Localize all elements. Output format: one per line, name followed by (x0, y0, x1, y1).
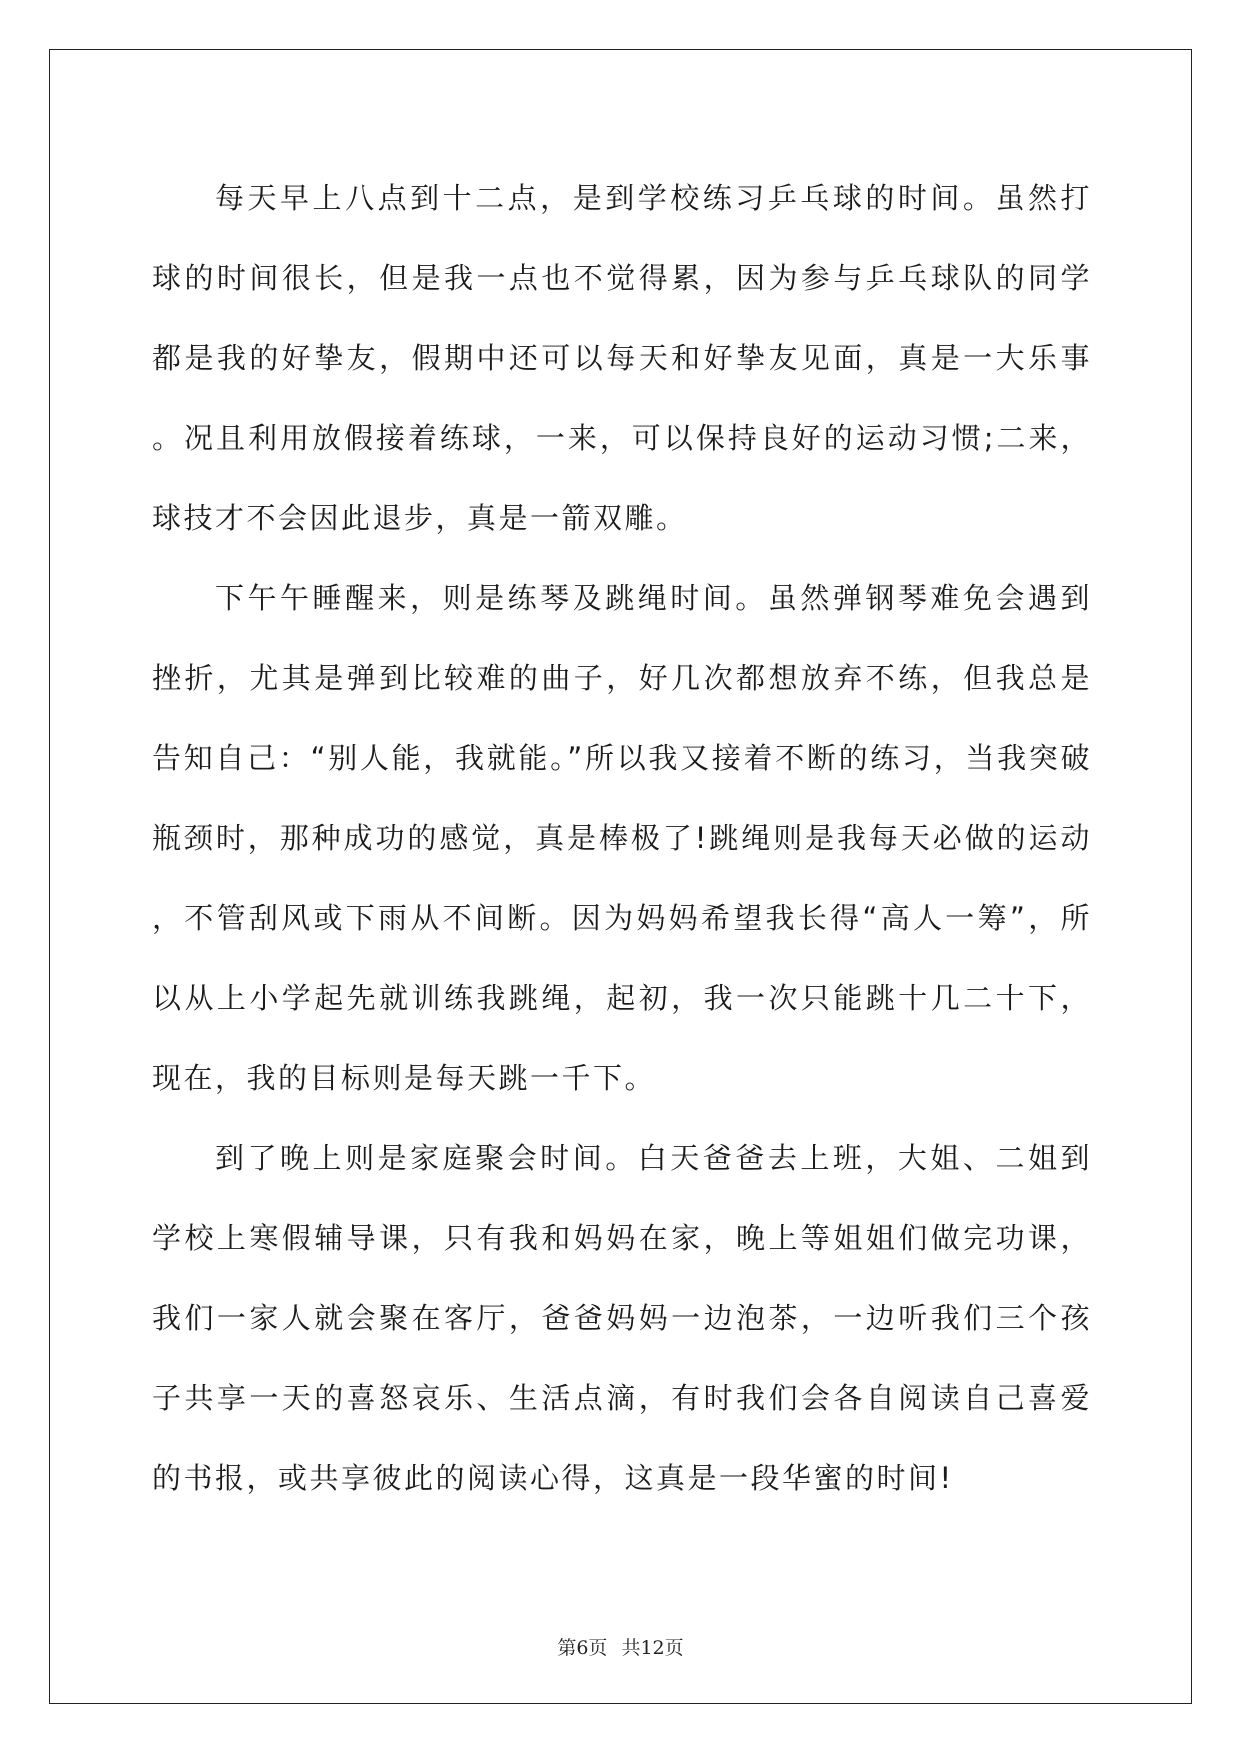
current-page-label: 第6页 (557, 1637, 608, 1659)
paragraph-3: 到了晚上则是家庭聚会时间。白天爸爸去上班，大姐、二姐到学校上寒假辅导课，只有我和妈妈在家，晚上等姐姐们做完功课，我们一家人就会聚在客厅，爸爸妈妈一边泡茶，一边听我们三个孩子共享一天的喜怒哀乐、生活点滴，有时我们会各自阅读自己喜爱的书报，或共享彼此的阅读心得，这真是一段华蜜的时间! (152, 1141, 1092, 1495)
paragraph-1: 每天早上八点到十二点，是到学校练习乒乓球的时间。虽然打球的时间很长，但是我一点也不觉得累，因为参与乒乓球队的同学都是我的好挚友，假期中还可以每天和好挚友见面，真是一大乐事。况且利用放假接着练球，一来，可以保持良好的运动习惯;二来，球技才不会因此退步，真是一箭双雕。 (152, 181, 1092, 535)
paragraph-2: 下午午睡醒来，则是练琴及跳绳时间。虽然弹钢琴难免会遇到挫折，尤其是弹到比较难的曲子，好几次都想放弃不练，但我总是告知自己：“别人能，我就能。”所以我又接着不断的练习，当我突破瓶颈时，那种成功的感觉，真是棒极了!跳绳则是我每天必做的运动，不管刮风或下雨从不间断。因为妈妈希望我长得“高人一筹”，所以从上小学起先就训练我跳绳，起初，我一次只能跳十几二十下，现在，我的目标则是每天跳一千下。 (152, 581, 1092, 1095)
page-footer (0, 1633, 1241, 1660)
document-body (152, 158, 1092, 1518)
total-pages-label: 共12页 (621, 1637, 684, 1659)
